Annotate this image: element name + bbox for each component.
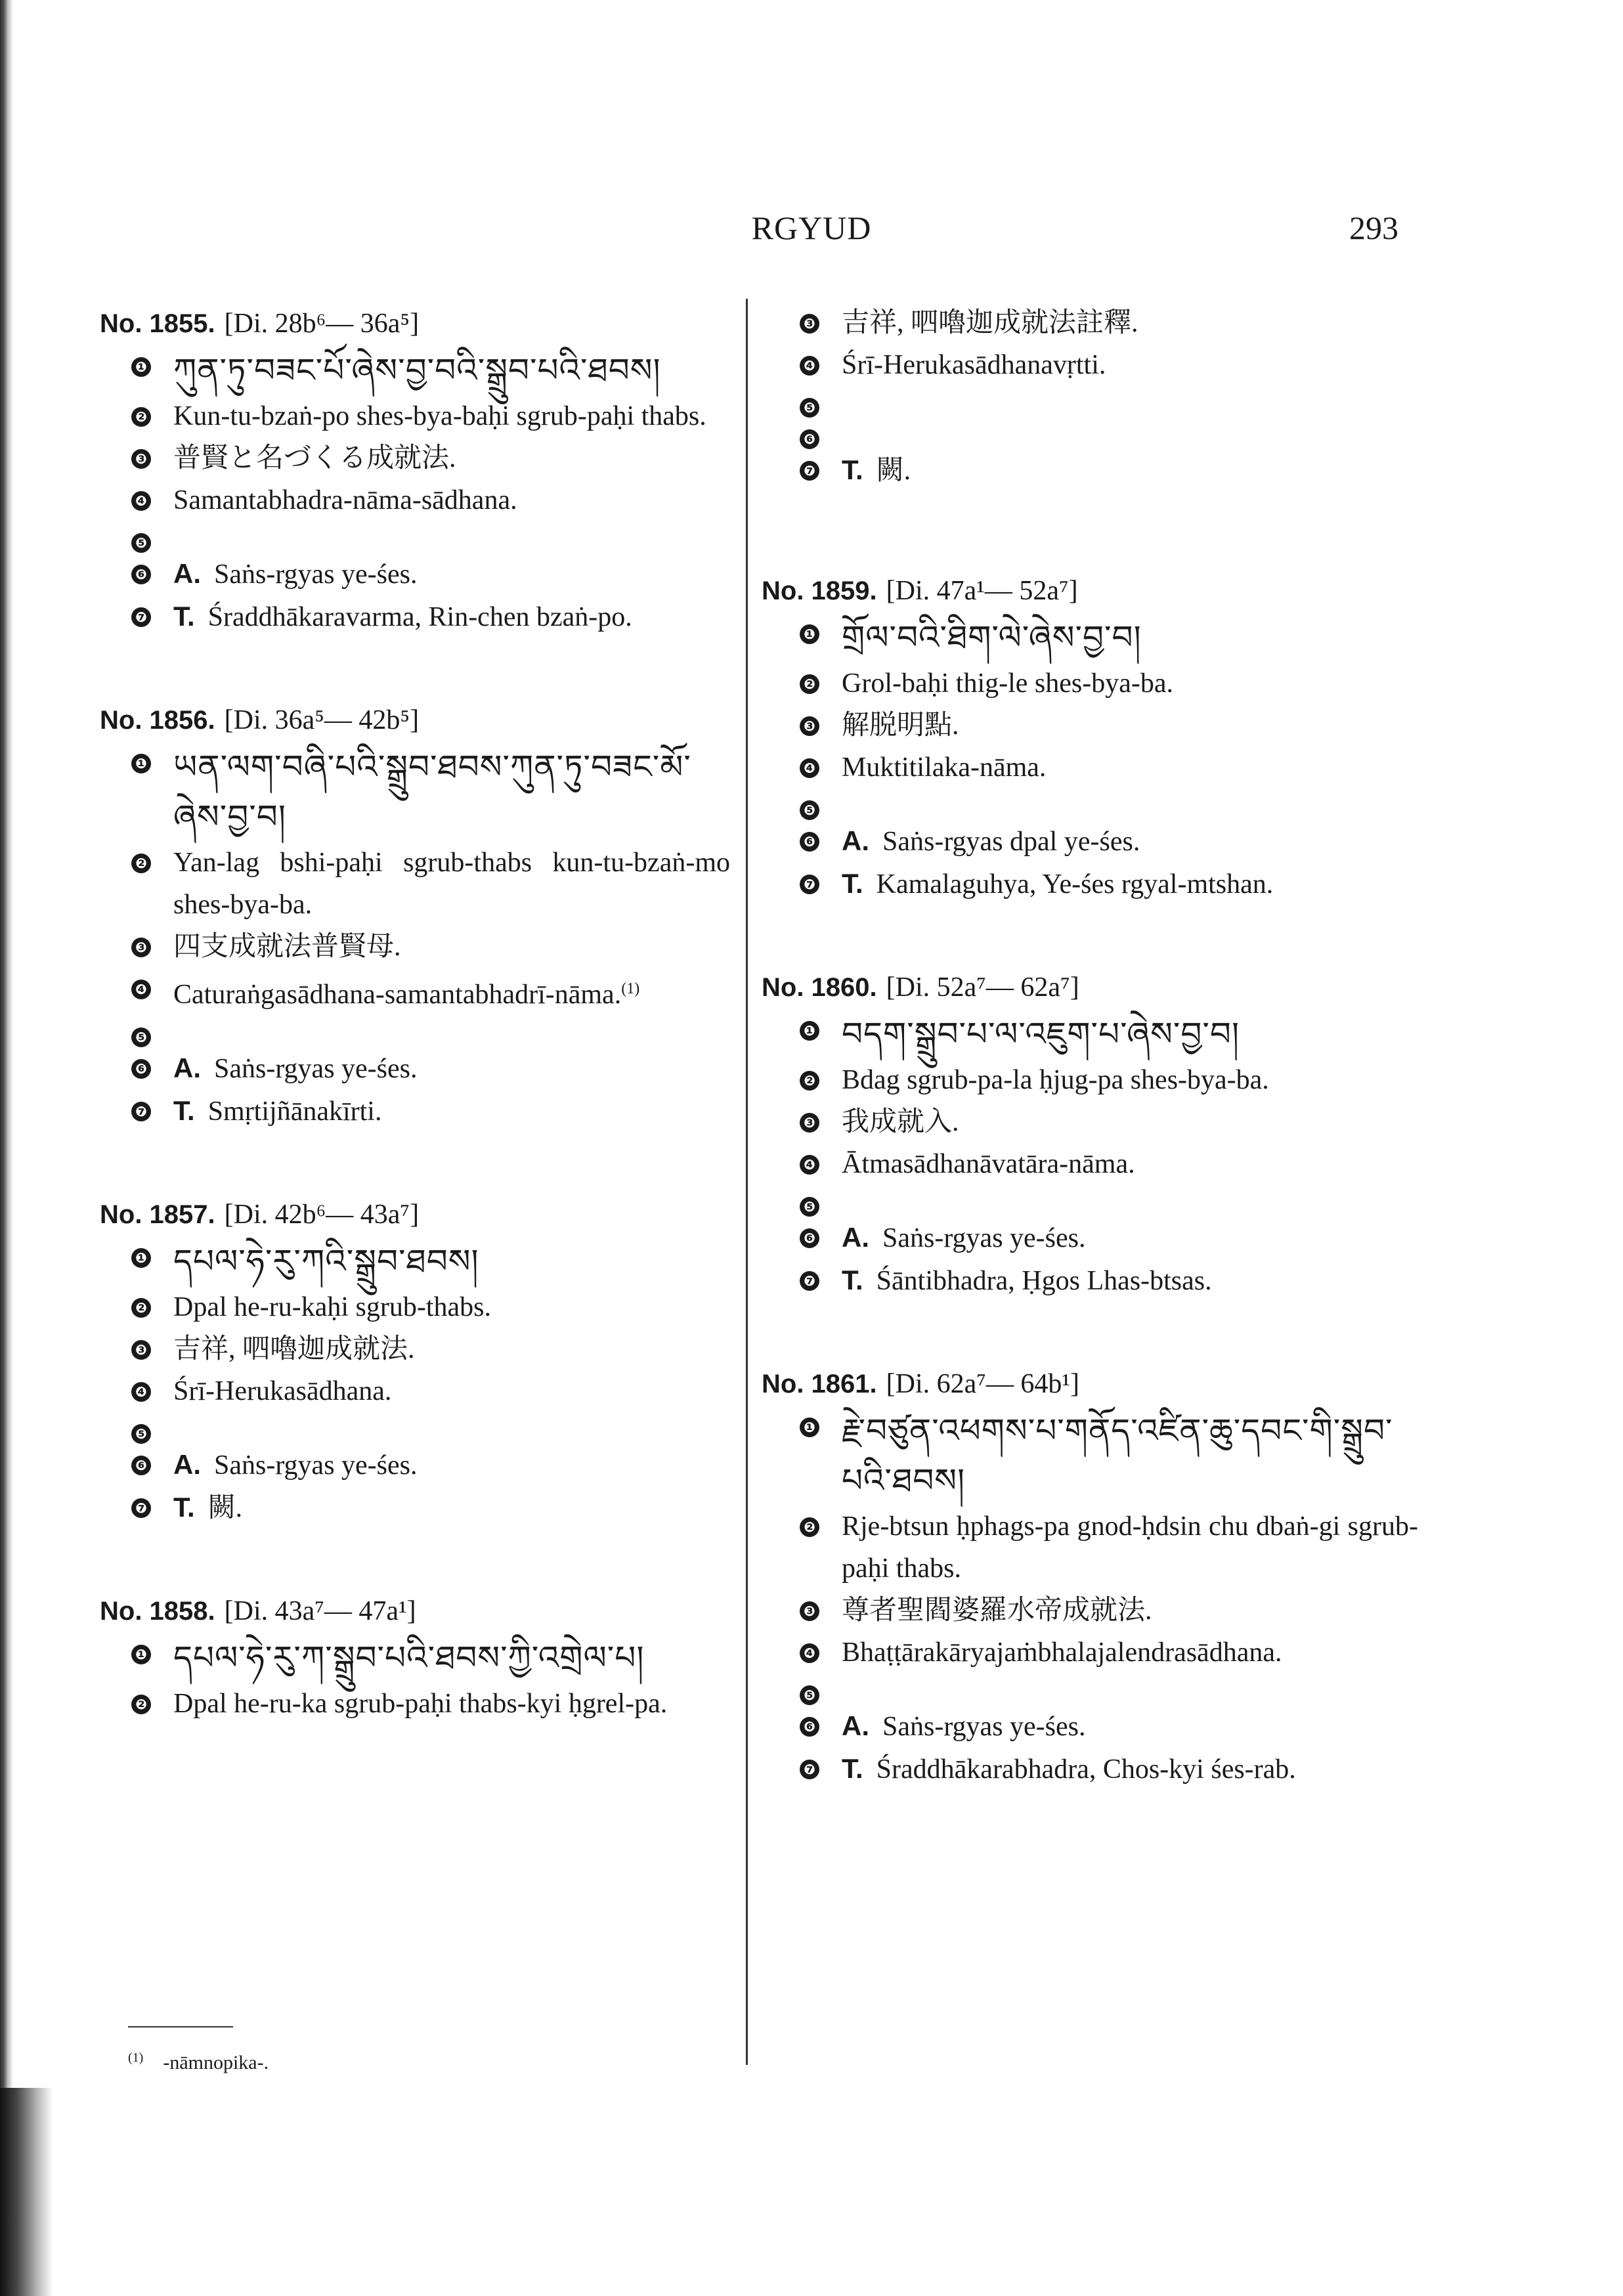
entry-line [100,1633,730,1683]
field-text [842,747,1418,789]
entry-line [100,1016,730,1047]
field-value: Caturaṅgasādhana-samantabhadrī-nāma. [173,980,622,1010]
entry-line [762,613,1418,662]
field-number-3: ❸ [131,938,151,957]
field-number-5: ❺ [800,800,819,820]
entry-line [100,1370,730,1412]
field-text [173,842,730,926]
footnote [128,2050,269,2074]
field-value: བདག་སྒྲུབ་པ་ལ་འཇུག་པ་ཞེས་བྱ་བ། [842,1015,1240,1053]
field-number-3: ❸ [800,314,819,334]
field-value: 解脱明點. [842,710,959,741]
field-value: དཔལ་ཧེ་རུ་ཀའི་སྒྲུབ་ཐབས། [173,1242,479,1280]
catalog-entry [100,302,730,638]
field-value: 闕. [876,456,911,486]
field-value: Dpal he-ru-kaḥi sgrub-thabs. [173,1292,492,1322]
entry-line [762,1505,1418,1590]
field-text [842,863,1418,905]
entry-number: No. 1856. [100,706,215,735]
field-number-1: ❶ [131,357,151,377]
entry-line [762,704,1418,747]
tibetan-title [842,613,1418,662]
field-text [842,302,1418,344]
field-value: དཔལ་ཧེ་རུ་ཀ་སྒྲུབ་པའི་ཐབས་ཀྱི་འགྲེལ་པ། [173,1639,645,1677]
entry-reference: [Di. 62a⁷— 64b¹] [886,1369,1080,1399]
entry-line [100,1444,730,1486]
catalog-entry [100,1590,730,1725]
left-column [100,302,730,1785]
field-number-4: ❹ [800,356,819,376]
catalog-entry [762,569,1418,905]
entry-reference: [Di. 42b⁶— 43a⁷] [224,1200,420,1230]
role-label: T. [173,1492,195,1523]
field-number-7: ❼ [800,1760,819,1779]
tibetan-title [842,1009,1418,1059]
field-text [842,820,1418,863]
entry-line [100,1328,730,1370]
field-text [173,1486,730,1529]
catalog-entry [100,1193,730,1529]
entry-number: No. 1857. [100,1200,215,1229]
entry-line [762,863,1418,905]
entry-line [100,1683,730,1725]
entry-heading [100,1590,730,1633]
field-number-5: ❺ [800,1685,819,1705]
entry-line [100,1090,730,1133]
entry-line [100,521,730,553]
field-text [173,395,730,437]
catalog-entry [100,699,730,1133]
catalog-entry [762,302,1418,492]
footnote-rule [128,2026,233,2027]
field-text [842,1259,1418,1302]
field-text [842,449,1418,492]
field-value: Śrī-Herukasādhana. [173,1376,392,1406]
footnote-mark: (1) [128,2050,144,2065]
field-value: Bdag sgrub-pa-la ḥjug-pa shes-bya-ba. [842,1065,1269,1095]
field-number-2: ❷ [131,1695,151,1714]
field-number-2: ❷ [800,1517,819,1537]
entry-reference: [Di. 47a¹— 52a⁷] [886,576,1078,606]
role-label: A. [842,1222,869,1253]
entry-number: No. 1855. [100,309,215,338]
field-value: Saṅs-rgyas ye-śes. [214,559,418,590]
field-number-1: ❶ [800,1021,819,1041]
entry-line [100,842,730,926]
entry-number: No. 1860. [762,973,877,1002]
field-number-1: ❶ [800,624,819,644]
entry-line [762,1406,1418,1505]
field-text [842,1143,1418,1185]
field-number-1: ❶ [131,1645,151,1664]
role-label: A. [842,825,869,856]
field-value: ཡན་ལག་བཞི་པའི་སྒྲུབ་ཐབས་ཀུན་ཏུ་བཟང་མོ་ཞེས་བྱ་བ། [173,748,691,836]
field-value: 尊者聖閻婆羅水帝成就法. [842,1595,1152,1626]
field-text [842,344,1418,386]
field-number-5: ❺ [131,533,151,553]
field-value: Saṅs-rgyas ye-śes. [882,1712,1086,1742]
field-value: Dpal he-ru-ka sgrub-paḥi thabs-kyi ḥgrel-pa. [173,1689,668,1719]
entry-number: No. 1859. [762,576,877,605]
entry-line [100,395,730,437]
tibetan-title [842,1406,1418,1505]
field-number-2: ❷ [131,407,151,427]
tibetan-title [173,345,730,395]
field-value: Saṅs-rgyas ye-śes. [214,1054,418,1084]
field-number-2: ❷ [131,1298,151,1318]
entry-heading [762,966,1418,1009]
field-text [842,1590,1418,1632]
binding-shadow-bottom [0,2088,53,2296]
field-number-6: ❻ [131,1456,151,1475]
field-text [173,479,730,521]
field-text [173,596,730,638]
entry-line [762,449,1418,492]
field-text [173,968,730,1016]
entry-heading [100,1193,730,1236]
field-number-4: ❹ [800,1155,819,1175]
field-text [842,704,1418,747]
field-value: 我成就入. [842,1107,959,1137]
entry-line [762,344,1418,386]
field-number-7: ❼ [131,1102,151,1121]
field-text [173,1090,730,1133]
entry-line [100,968,730,1016]
field-text [173,553,730,596]
field-value: Muktitilaka-nāma. [842,752,1047,783]
field-value: Ātmasādhanāvatāra-nāma. [842,1149,1135,1179]
entry-line [100,1412,730,1444]
field-number-1: ❶ [131,1248,151,1268]
entry-line [762,1674,1418,1705]
field-number-4: ❹ [131,491,151,511]
field-number-7: ❼ [131,1498,151,1518]
field-number-6: ❻ [800,832,819,852]
entry-line [762,1101,1418,1143]
entry-heading [762,569,1418,613]
entry-line [100,479,730,521]
entry-line [762,1632,1418,1674]
entry-line [100,553,730,596]
entry-line [100,1486,730,1529]
tibetan-title [173,1633,730,1683]
field-text [173,1683,730,1725]
footnote-ref: (1) [621,980,640,997]
role-label: T. [842,868,863,899]
field-number-7: ❼ [131,607,151,627]
field-value: གྲོལ་བའི་ཐིག་ལེ་ཞེས་བྱ་བ། [842,618,1142,657]
entry-line [762,820,1418,863]
role-label: A. [842,1710,869,1741]
field-number-2: ❷ [800,1071,819,1091]
field-text [842,1705,1418,1748]
field-number-6: ❻ [800,429,819,449]
field-number-3: ❸ [800,1113,819,1133]
entry-line [762,1748,1418,1790]
field-text [842,1059,1418,1101]
field-number-1: ❶ [800,1418,819,1437]
tibetan-title [173,1236,730,1286]
field-number-2: ❷ [800,674,819,694]
entry-number: No. 1861. [762,1370,877,1398]
field-number-7: ❼ [800,1271,819,1291]
role-label: A. [173,1052,201,1083]
field-number-6: ❻ [131,1059,151,1079]
role-label: T. [173,1095,195,1126]
field-number-4: ❹ [131,1382,151,1402]
role-label: T. [842,454,863,485]
entry-line [762,386,1418,418]
field-value: Saṅs-rgyas ye-śes. [214,1450,418,1481]
entry-line [100,1047,730,1090]
field-value: Yan-lag bshi-paḥi sgrub-thabs kun-tu-bzaṅ-mo shes-bya-ba. [173,848,730,920]
field-value: 闕. [207,1493,243,1523]
field-value: Kamalaguhya, Ye-śes rgyal-mtshan. [876,869,1274,899]
field-text [173,926,730,968]
field-text [842,1748,1418,1790]
entry-line [762,1009,1418,1059]
field-value: Kun-tu-bzaṅ-po shes-bya-baḥi sgrub-paḥi thabs. [173,401,706,431]
entry-line [762,1590,1418,1632]
right-column [762,302,1418,1851]
field-value: Saṅs-rgyas ye-śes. [882,1223,1086,1253]
field-value: Samantabhadra-nāma-sādhana. [173,485,517,515]
entry-line [762,1217,1418,1259]
tibetan-title [173,742,730,842]
field-value: Smṛtijñānakīrti. [207,1096,382,1127]
entry-line [762,418,1418,449]
role-label: T. [842,1265,863,1295]
column-divider [746,299,748,2065]
field-text [842,662,1418,704]
field-value: རྗེ་བཙུན་འཕགས་པ་གནོད་འཛིན་ཆུ་དབང་གི་སྒྲུབ་པའི་ཐབས། [842,1412,1393,1500]
entry-reference: [Di. 43a⁷— 47a¹] [224,1596,416,1626]
field-value: 四支成就法普賢母. [173,932,401,962]
field-number-4: ❹ [800,1643,819,1663]
entry-line [762,747,1418,789]
entry-line [100,596,730,638]
catalog-entry [762,966,1418,1302]
field-text [173,1370,730,1412]
field-value: Śāntibhadra, Ḥgos Lhas-btsas. [876,1266,1212,1296]
field-number-4: ❹ [131,980,151,999]
field-value: 吉祥, 呬嚕迦成就法註釋. [842,308,1138,338]
field-text [173,437,730,479]
field-text [842,1101,1418,1143]
entry-line [100,742,730,842]
field-number-3: ❸ [800,716,819,736]
field-text [173,1047,730,1090]
entry-line [762,1059,1418,1101]
entry-heading [762,1362,1418,1406]
field-number-3: ❸ [131,449,151,469]
field-value: Rje-btsun ḥphags-pa gnod-ḥdsin chu dbaṅ-gi sgrub-paḥi thabs. [842,1511,1418,1584]
entry-line [762,1259,1418,1302]
running-title: RGYUD [751,209,872,246]
entry-line [100,926,730,968]
field-text [173,1444,730,1486]
field-value: ཀུན་ཏུ་བཟང་པོ་ཞེས་བྱ་བའི་སྒྲུབ་པའི་ཐབས། [173,351,661,389]
field-number-3: ❸ [800,1601,819,1621]
field-number-5: ❺ [131,1028,151,1047]
entry-reference: [Di. 36a⁵— 42b⁵] [224,705,420,735]
role-label: A. [173,558,201,589]
field-text [173,1328,730,1370]
field-value: 吉祥, 呬嚕迦成就法. [173,1334,415,1364]
entry-line [762,662,1418,704]
field-value: Śraddhākarabhadra, Chos-kyi śes-rab. [876,1754,1296,1785]
field-value: Grol-baḥi thig-le shes-bya-ba. [842,668,1174,699]
field-text [842,1632,1418,1674]
field-text [842,1505,1418,1590]
entry-reference: [Di. 28b⁶— 36a⁵] [224,309,420,339]
entry-line [100,1236,730,1286]
binding-shadow [0,0,13,2296]
catalog-entry [762,1362,1418,1790]
field-number-4: ❹ [800,758,819,778]
field-value: Saṅs-rgyas dpal ye-śes. [882,827,1140,857]
field-number-3: ❸ [131,1340,151,1360]
entry-line [100,1286,730,1328]
field-number-6: ❻ [131,565,151,584]
field-number-2: ❷ [131,854,151,873]
field-value: Śrī-Herukasādhanavṛtti. [842,350,1106,380]
role-label: T. [842,1753,863,1784]
field-number-7: ❼ [800,461,819,481]
field-value: 普賢と名づくる成就法. [173,443,456,473]
entry-line [762,789,1418,820]
field-number-7: ❼ [800,875,819,894]
entry-line [762,302,1418,344]
field-value: Śraddhākaravarma, Rin-chen bzaṅ-po. [207,602,632,632]
entry-line [762,1705,1418,1748]
entry-line [100,345,730,395]
entry-line [762,1185,1418,1217]
footnote-text: -nāmnopika-. [163,2052,269,2073]
role-label: A. [173,1449,201,1480]
field-number-5: ❺ [800,398,819,418]
field-number-5: ❺ [800,1197,819,1217]
field-value: Bhaṭṭārakāryajaṁbhalajalendrasādhana. [842,1637,1282,1668]
role-label: T. [173,601,195,632]
entry-line [100,437,730,479]
field-number-6: ❻ [800,1717,819,1737]
field-text [173,1286,730,1328]
field-text [842,1217,1418,1259]
entry-heading [100,699,730,742]
field-number-5: ❺ [131,1424,151,1444]
entry-heading [100,302,730,345]
entry-reference: [Di. 52a⁷— 62a⁷] [886,972,1079,1003]
field-number-1: ❶ [131,754,151,773]
entry-number: No. 1858. [100,1597,215,1626]
field-number-6: ❻ [800,1228,819,1248]
page-number: 293 [1349,209,1398,246]
entry-line [762,1143,1418,1185]
